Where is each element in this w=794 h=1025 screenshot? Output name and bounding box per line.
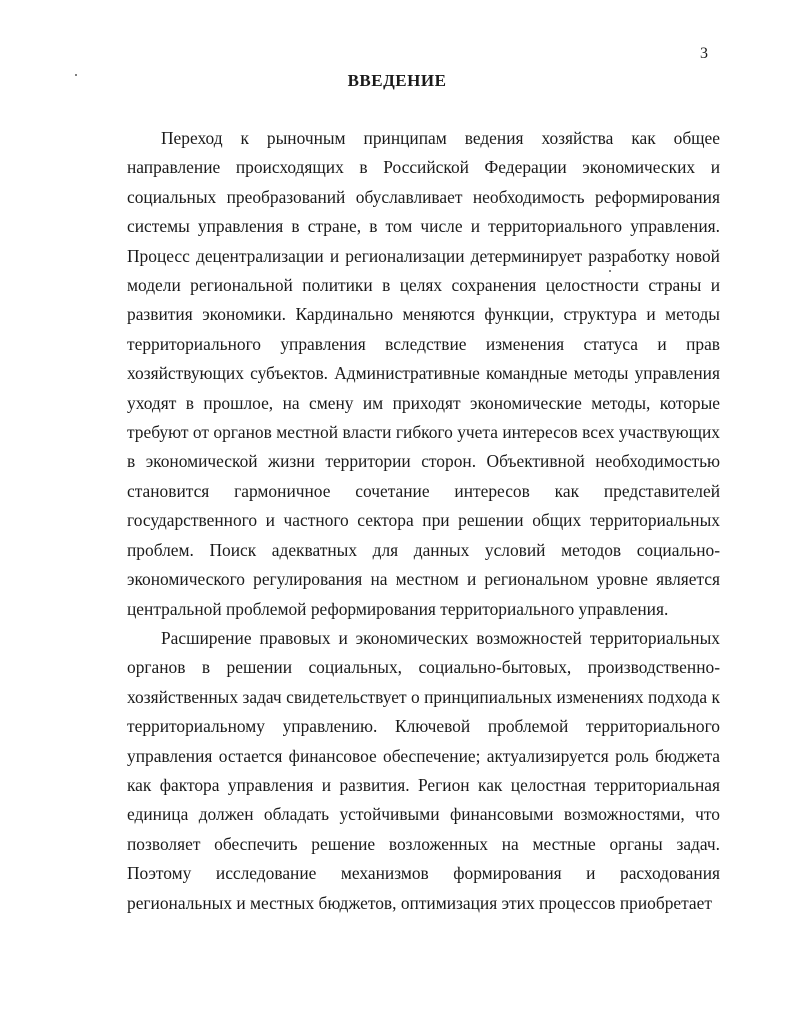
page-number: 3 — [700, 45, 708, 62]
paragraph-1: Переход к рыночным принципам ведения хозяйства как общее направление происходящих в Российской Федерации экономических и социальных преобразований обуславливает необходимость реформирования системы управления в стране, в том числе и территориального управления. Процесс децентрализации и регионализации детерминирует разработку новой модели региональной политики в целях сохранения целостности страны и развития экономики. Кардинально меняются функции, структура и методы территориального управления вследствие изменения статуса и прав хозяйствующих субъектов. Административные командные методы управления уходят в прошлое, на смену им приходят экономические методы, которые требуют от органов местной власти гибкого учета интересов всех участвующих в экономической жизни территории сторон. Объективной необходимостью становится гармоничное сочетание интересов как представителей государственного и частного сектора при решении общих территориальных проблем. Поиск адекватных для данных условий методов социально-экономического регулирования на местном и региональном уровне является центральной проблемой реформирования территориального управления. — [127, 128, 720, 619]
paragraph-2: Расширение правовых и экономических возможностей территориальных органов в решении социальных, социально-бытовых, производственно-хозяйственных задач свидетельствует о принципиальных изменениях подхода к территориальному управлению. Ключевой проблемой территориального управления остается финансовое обеспечение; актуализируется роль бюджета как фактора управления и развития. Регион как целостная территориальная единица должен обладать устойчивыми финансовыми возможностями, что позволяет обеспечить решение возложенных на местные органы задач. Поэтому исследование механизмов формирования и расходования региональных и местных бюджетов, оптимизация этих процессов приобретает — [127, 627, 720, 913]
page-heading: ВВЕДЕНИЕ — [347, 71, 447, 90]
body-text — [127, 124, 720, 918]
